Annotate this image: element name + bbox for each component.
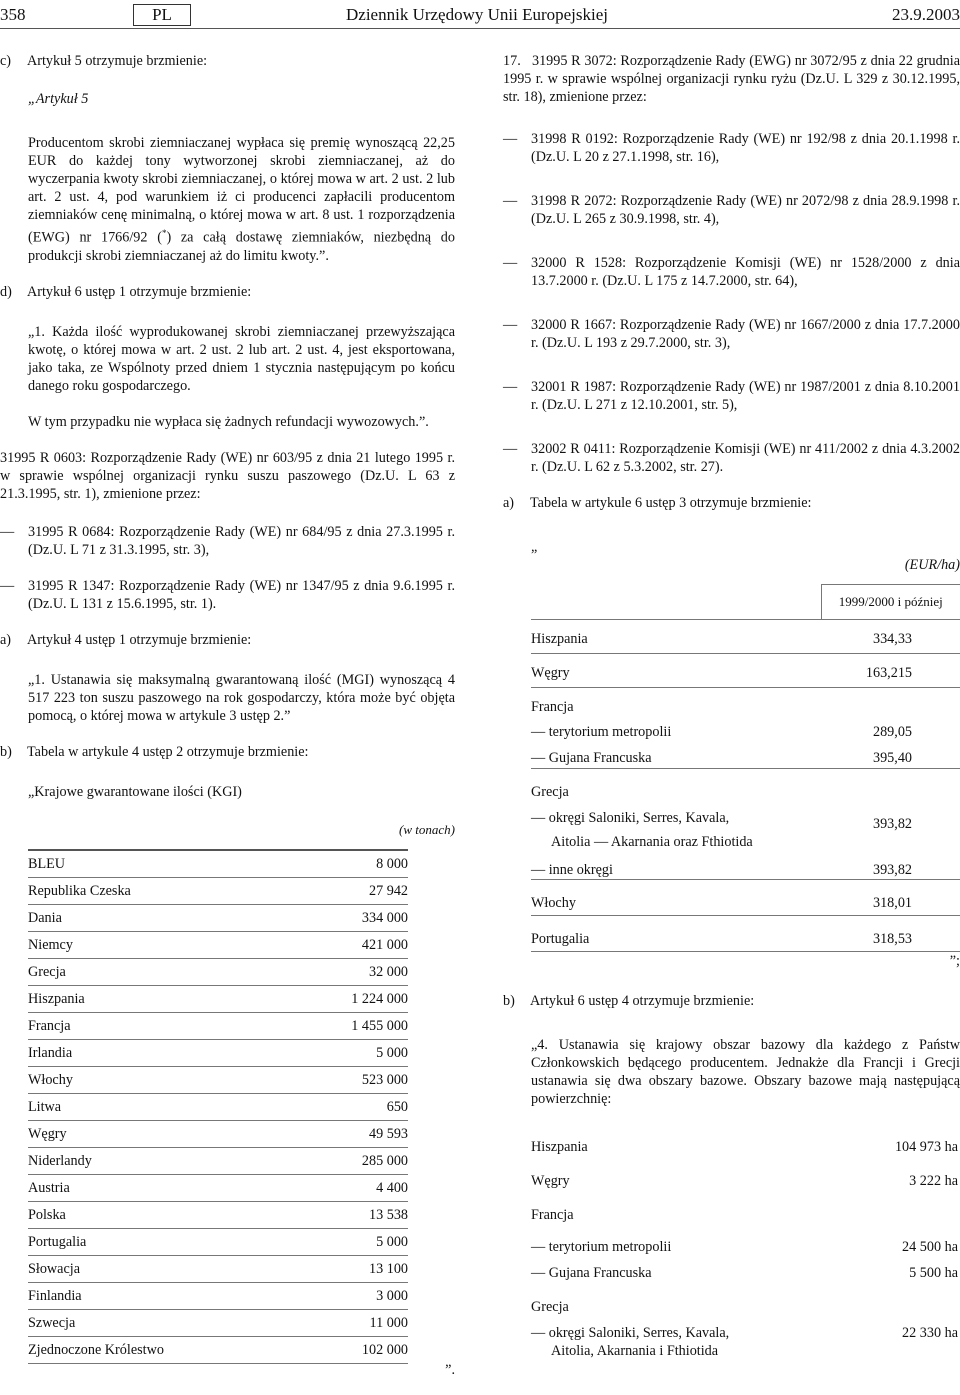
eur-table: 1999/2000 i później Hiszpania 334,33 Węgry 163,215 Francja — terytorium metropolii 289,05 — Gujana Francuska 395,40 Grecja — okręgi Saloniki, Serres, Kavala, 393,82 Aitolia — Akarnania oraz Fthiotida — inne okręgi 393,82 Włochy 318,01 Portugalia 318,53	[531, 584, 960, 952]
kgi-row	[28, 931, 408, 958]
point-b-left: b) Tabela w artykule 4 ustęp 2 otrzymuje brzmienie:	[0, 743, 309, 760]
kgi-country: Hiszpania	[28, 985, 296, 1012]
eur-column-header: 1999/2000 i później	[821, 585, 960, 620]
item17-amendment: — 32002 R 0411: Rozporządzenie Komisji (WE) nr 411/2002 z dnia 4.3.2002 r. (Dz.U. L 62 z 5.3.2002, str. 27).	[503, 441, 960, 475]
kgi-country: Węgry	[28, 1120, 296, 1147]
kgi-country: Włochy	[28, 1066, 296, 1093]
kgi-value: 32 000	[296, 958, 408, 985]
kgi-row	[28, 1066, 408, 1093]
kgi-value: 102 000	[296, 1336, 408, 1363]
point-a-right: a) Tabela w artykule 6 ustęp 3 otrzymuje brzmienie:	[503, 495, 812, 511]
kgi-country: Francja	[28, 1012, 296, 1039]
kgi-value: 1 224 000	[296, 985, 408, 1012]
kgi-value: 285 000	[296, 1147, 408, 1174]
kgi-country: Zjednoczone Królestwo	[28, 1336, 296, 1363]
mgi-paragraph: „1. Ustanawia się maksymalną gwarantowaną ilość (MGI) wynoszącą 4 517 223 ton suszu paszowego na rok gospodarczy, która może być objęta pomocą, o której mowa w artykule 3 ustęp 2.”	[28, 671, 455, 724]
eur-closing-quote: ”;	[949, 952, 960, 969]
kgi-table	[28, 849, 408, 1364]
article5-title: „Artykuł 5	[28, 91, 89, 107]
kgi-row	[28, 1093, 408, 1120]
point-b-right: b) Artykuł 6 ustęp 4 otrzymuje brzmienie:	[503, 992, 755, 1009]
point-c: c) Artykuł 5 otrzymuje brzmienie:	[0, 53, 208, 69]
kgi-row	[28, 1282, 408, 1309]
kgi-value: 5 000	[296, 1039, 408, 1066]
right-column	[503, 52, 960, 1360]
kgi-value: 5 000	[296, 1228, 408, 1255]
kgi-row	[28, 1012, 408, 1039]
page-number: 358	[0, 5, 26, 24]
kgi-row	[28, 850, 408, 878]
kgi-row	[28, 1120, 408, 1147]
eur-open-quote: „	[531, 539, 538, 555]
kgi-value: 334 000	[296, 904, 408, 931]
kgi-row	[28, 1255, 408, 1282]
kgi-country: Grecja	[28, 958, 296, 985]
kgi-value: 11 000	[296, 1309, 408, 1336]
item-17: 17. 31995 R 3072: Rozporządzenie Rady (EWG) nr 3072/95 z dnia 22 grudnia 1995 r. w sprawie wspólnej organizacji rynku ryżu (Dz.U. L 329 z 30.12.1995, str. 18), zmienione przez:	[503, 53, 960, 105]
item17-amendment: — 31998 R 0192: Rozporządzenie Rady (WE) nr 192/98 z dnia 20.1.1998 r. (Dz.U. L 20 z 27.1.1998, str. 16),	[503, 131, 960, 165]
kgi-country: Republika Czeska	[28, 877, 296, 904]
kgi-row	[28, 1147, 408, 1174]
item17-amendment: — 32001 R 1987: Rozporządzenie Rady (WE) nr 1987/2001 z dnia 8.10.2001 r. (Dz.U. L 271 z 12.10.2001, str. 5),	[503, 379, 960, 413]
kgi-country: Dania	[28, 904, 296, 931]
kgi-country: Szwecja	[28, 1309, 296, 1336]
base-area-table: Hiszpania 104 973 ha Węgry 3 222 ha Francja — terytorium metropolii 24 500 ha — Gujana Francuska 5 500 ha Grecja — okręgi Saloniki, Serres, Kavala, 22 330 ha Aitolia, Akarnania i Fthiotida	[531, 1138, 958, 1359]
item17-amendment: — 32000 R 1528: Rozporządzenie Komisji (WE) nr 1528/2000 z dnia 13.7.2000 r. (Dz.U. L 175 z 14.7.2000, str. 64),	[503, 255, 960, 289]
kgi-value: 1 455 000	[296, 1012, 408, 1039]
kgi-country: Niderlandy	[28, 1147, 296, 1174]
kgi-unit: (w tonach)	[399, 821, 455, 837]
kgi-country: Irlandia	[28, 1039, 296, 1066]
kgi-country: Słowacja	[28, 1255, 296, 1282]
kgi-country: Finlandia	[28, 1282, 296, 1309]
kgi-value: 650	[296, 1093, 408, 1120]
kgi-value: 3 000	[296, 1282, 408, 1309]
item16-amendment: — 31995 R 0684: Rozporządzenie Rady (WE) nr 684/95 z dnia 27.3.1995 r. (Dz.U. L 71 z 31.3.1995, str. 3),	[0, 523, 455, 558]
kgi-country: Litwa	[28, 1093, 296, 1120]
left-column	[0, 52, 455, 1376]
item16-amendment: — 31995 R 1347: Rozporządzenie Rady (WE) nr 1347/95 z dnia 9.6.1995 r. (Dz.U. L 131 z 15.6.1995, str. 1).	[0, 577, 455, 612]
kgi-value: 27 942	[296, 877, 408, 904]
kgi-row	[28, 1336, 408, 1363]
kgi-title: „Krajowe gwarantowane ilości (KGI)	[28, 783, 242, 800]
article5-body: Producentom skrobi ziemniaczanej wypłaca się premię wynoszącą 22,25 EUR do każdej tony wytworzonej skrobi ziemniaczanej, aż do wyczerpania kwoty skrobi ziemniaczanej, o której mowa w art. 2 ust. 2 lub art. 2 ust. 4, pod warunkiem iż ci producenci zapłacili producentom ziemniaków cenę minimalną, o której mowa w art. 8 ust. 1 rozporządzenia (EWG) nr 1766/92 (*) za całą dostawę ziemniaków, niezbędną do produkcji skrobi ziemniaczanej aż do limitu kwoty.”.	[28, 135, 455, 264]
kgi-row	[28, 958, 408, 985]
kgi-value: 421 000	[296, 931, 408, 958]
kgi-row	[28, 877, 408, 904]
kgi-row	[28, 1228, 408, 1255]
kgi-row	[28, 904, 408, 931]
kgi-closing-quote: ”.	[445, 1361, 455, 1378]
point-a-left: a) Artykuł 4 ustęp 1 otrzymuje brzmienie:	[0, 631, 252, 648]
kgi-row	[28, 985, 408, 1012]
kgi-country: BLEU	[28, 850, 296, 878]
eur-unit: (EUR/ha)	[904, 557, 960, 573]
kgi-value: 13 538	[296, 1201, 408, 1228]
kgi-row	[28, 1201, 408, 1228]
kgi-value: 4 400	[296, 1174, 408, 1201]
kgi-country: Austria	[28, 1174, 296, 1201]
kgi-country: Polska	[28, 1201, 296, 1228]
kgi-row	[28, 1174, 408, 1201]
language-code: PL	[133, 4, 191, 26]
journal-title: Dziennik Urzędowy Unii Europejskiej	[346, 5, 609, 24]
kgi-country: Portugalia	[28, 1228, 296, 1255]
point-d-para2: W tym przypadku nie wypłaca się żadnych refundacji wywozowych.”.	[28, 413, 429, 430]
header-rule	[0, 28, 960, 29]
kgi-value: 49 593	[296, 1120, 408, 1147]
item17-amendment: — 32000 R 1667: Rozporządzenie Rady (WE) nr 1667/2000 z dnia 17.7.2000 r. (Dz.U. L 193 z 29.7.2000, str. 3),	[503, 317, 960, 351]
issue-date: 23.9.2003	[892, 5, 960, 24]
base-area-paragraph: „4. Ustanawia się krajowy obszar bazowy dla każdego z Państw Członkowskich będącego producentem. Jednakże dla Francji i Grecji ustanawia się dwa obszary bazowe. Obszary bazowe mają następującą powierzchnię:	[531, 1036, 960, 1107]
item17-amendment: — 31998 R 2072: Rozporządzenie Rady (WE) nr 2072/98 z dnia 28.9.1998 r. (Dz.U. L 265 z 30.9.1998, str. 4),	[503, 193, 960, 227]
kgi-value: 523 000	[296, 1066, 408, 1093]
kgi-value: 13 100	[296, 1255, 408, 1282]
kgi-row	[28, 1039, 408, 1066]
point-d-para1: „1. Każda ilość wyprodukowanej skrobi ziemniaczanej przewyższająca kwotę, o której mowa w art. 2 ust. 2 lub art. 2 ust. 4, jest eksportowana, jako taka, ze Wspólnoty przed dniem 1 stycznia następującym po końcu danego roku gospodarczego.	[28, 323, 455, 394]
point-d: d) Artykuł 6 ustęp 1 otrzymuje brzmienie:	[0, 283, 252, 300]
kgi-country: Niemcy	[28, 931, 296, 958]
item-16: 31995 R 0603: Rozporządzenie Rady (WE) nr 603/95 z dnia 21 lutego 1995 r. w sprawie wspólnej organizacji rynku suszu paszowego (Dz.U. L 63 z 21.3.1995, str. 1), zmienione przez:	[0, 449, 455, 502]
kgi-value: 8 000	[296, 850, 408, 878]
kgi-row	[28, 1309, 408, 1336]
